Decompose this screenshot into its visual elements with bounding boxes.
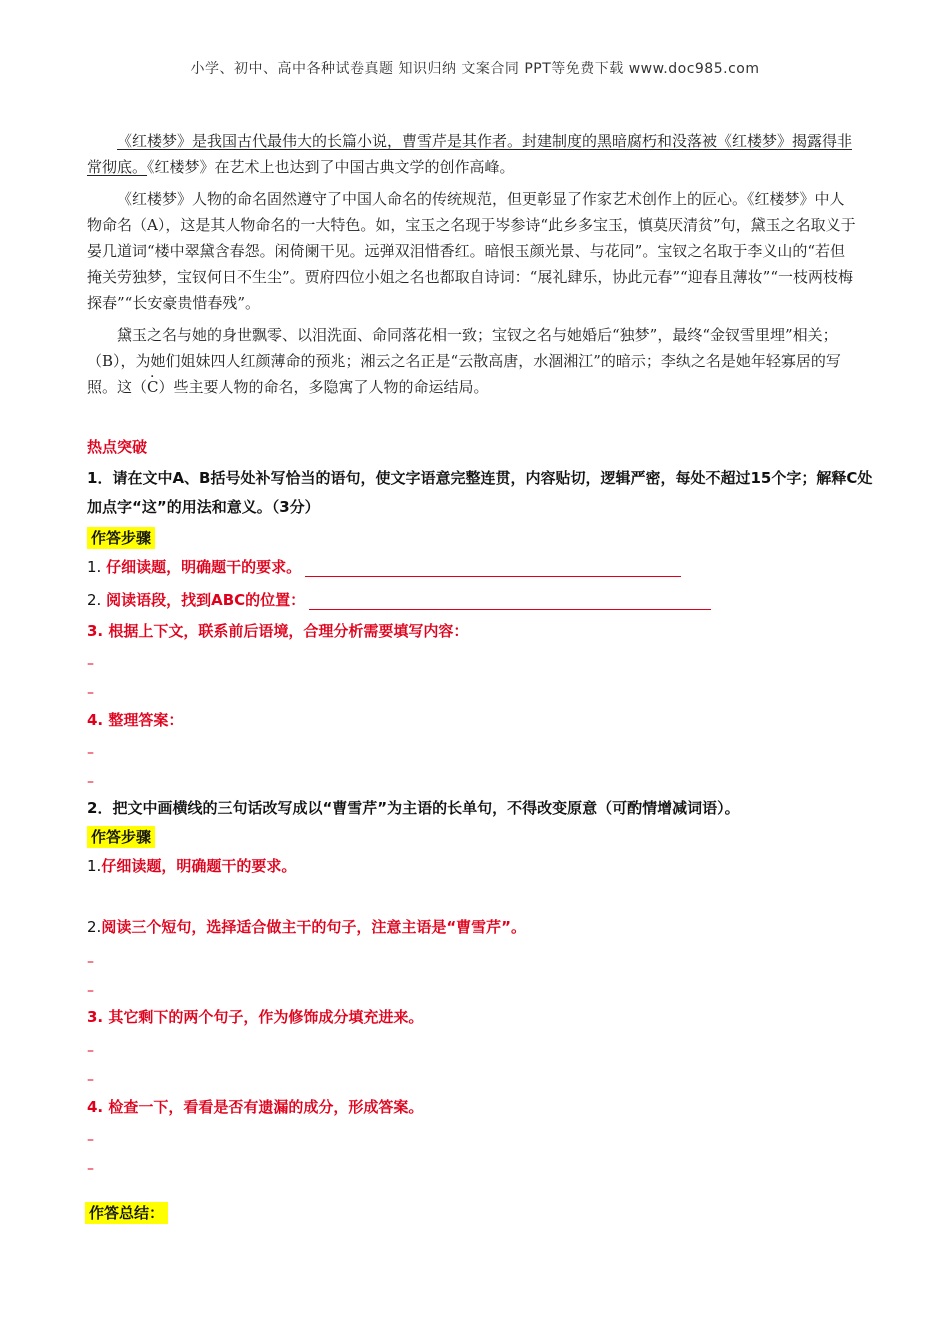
- q2-step-2: [87, 916, 877, 937]
- q2-step-1-number: 1.: [87, 857, 102, 875]
- passage-p1-rest: 《红楼梦》在艺术上也达到了中国古典文学的创作高峰。: [147, 158, 515, 176]
- passage-p3-b: （C）些主要人物的命名，多隐寓了人物的命运结局。: [132, 378, 489, 396]
- q1-step-1-answer-line[interactable]: [305, 562, 681, 577]
- q2-steps-label-row: [87, 826, 877, 847]
- summary-label-row: [85, 1202, 875, 1223]
- q2-step-2-text: 阅读三个短句，选择适合做主干的句子，注意主语是“曹雪芹”。: [101, 918, 527, 936]
- question-2-number: 2: [87, 799, 98, 817]
- q1-step-4-blank-1[interactable]: –: [87, 745, 94, 761]
- q1-step-2-number: 2.: [87, 591, 102, 609]
- q2-step-4-blank-1[interactable]: –: [87, 1132, 94, 1148]
- q2-step-2-blank-2[interactable]: –: [87, 983, 94, 999]
- passage-p3-a: 黛玉之名与她的身世飘零、以泪洗面、命同落花相一致；宝钗之名与她婚后“独梦”，最终“金钗雪里埋”相关；（B），为她们姐妹四人红颜薄命的预兆；湘云之名正是“云散高唐，水涸湘江”的暗示；李纨之名是她年轻寡居的写照。: [87, 326, 841, 396]
- q1-step-3: 3. 根据上下文，联系前后语境，合理分析需要填写内容：: [87, 622, 469, 640]
- q2-step-2-blank-1[interactable]: –: [87, 954, 94, 970]
- q1-steps-label-row: [87, 527, 877, 548]
- q1-step-2-answer-line[interactable]: [309, 595, 711, 610]
- q2-step-1-text: 仔细读题，明确题干的要求。: [101, 857, 297, 875]
- q2-step-4: 4. 检查一下，看看是否有遗漏的成分，形成答案。: [87, 1098, 424, 1116]
- q2-step-3-blank-2[interactable]: –: [87, 1072, 94, 1088]
- q1-step-1-text: 仔细读题，明确题干的要求。: [106, 558, 302, 576]
- page-header: 小学、初中、高中各种试卷真题 知识归纳 文案合同 PPT等免费下载 www.doc985.com: [190, 61, 760, 77]
- q1-step-1-number: 1.: [87, 558, 102, 576]
- question-1-number: 1: [87, 469, 98, 487]
- q2-steps-label: 作答步骤: [87, 826, 155, 848]
- q1-step-2: [87, 589, 877, 610]
- dotted-character: · 这: [117, 378, 132, 396]
- question-2: [87, 797, 877, 818]
- q2-step-2-number: 2.: [87, 918, 102, 936]
- q1-step-3-blank-1[interactable]: –: [87, 656, 94, 672]
- underlined-sentences: 《红楼梦》是我国古代最伟大的长篇小说，曹雪芹是其作者。封建制度的黑暗腐朽和没落被《红楼梦》揭露得非常彻底。: [87, 132, 853, 176]
- q1-step-3-blank-2[interactable]: –: [87, 685, 94, 701]
- section-title: 热点突破: [87, 438, 148, 456]
- q2-step-1: [87, 855, 877, 876]
- question-1-text: ．请在文中A、B括号处补写恰当的语句，使文字语意完整连贯，内容贴切，逻辑严密，每处不超过15个字；解释C处加点字“这”的用法和意义。（3分）: [87, 469, 873, 516]
- q1-step-1: [87, 556, 877, 577]
- summary-label: 作答总结：: [85, 1202, 168, 1224]
- q1-step-2-text: 阅读语段，找到ABC的位置：: [106, 591, 306, 609]
- q2-step-4-blank-2[interactable]: –: [87, 1161, 94, 1177]
- question-2-text: ．把文中画横线的三句话改写成以“曹雪芹”为主语的长单句，不得改变原意（可酌情增减词语）。: [97, 799, 740, 817]
- reading-passage: [87, 128, 857, 402]
- q2-step-3-blank-1[interactable]: –: [87, 1043, 94, 1059]
- passage-paragraph-1: [87, 128, 857, 180]
- passage-paragraph-2: 《红楼梦》人物的命名固然遵守了中国人命名的传统规范，但更彰显了作家艺术创作上的匠心。《红楼梦》中人物命名（A），这是其人物命名的一大特色。如，宝玉之名现于岑参诗“此乡多宝玉，慎莫厌清贫”句，黛玉之名取义于晏几道词“楼中翠黛含春怨。闲倚阑干见。远弹双泪惜香红。暗恨玉颜光景、与花同”。宝钗之名取于李义山的“若但掩关劳独梦，宝钗何日不生尘”。贾府四位小姐之名也都取自诗词：“展礼肆乐，协此元春”“迎春且薄妆”“一枝两枝梅探春”“长安豪贵惜春残”。: [87, 190, 856, 312]
- q1-step-4: 4. 整理答案：: [87, 711, 184, 729]
- q2-step-3: 3. 其它剩下的两个句子，作为修饰成分填充进来。: [87, 1008, 424, 1026]
- q1-steps-label: 作答步骤: [87, 527, 155, 549]
- question-1: [87, 464, 877, 522]
- passage-paragraph-3: [87, 322, 857, 400]
- q1-step-4-blank-2[interactable]: –: [87, 774, 94, 790]
